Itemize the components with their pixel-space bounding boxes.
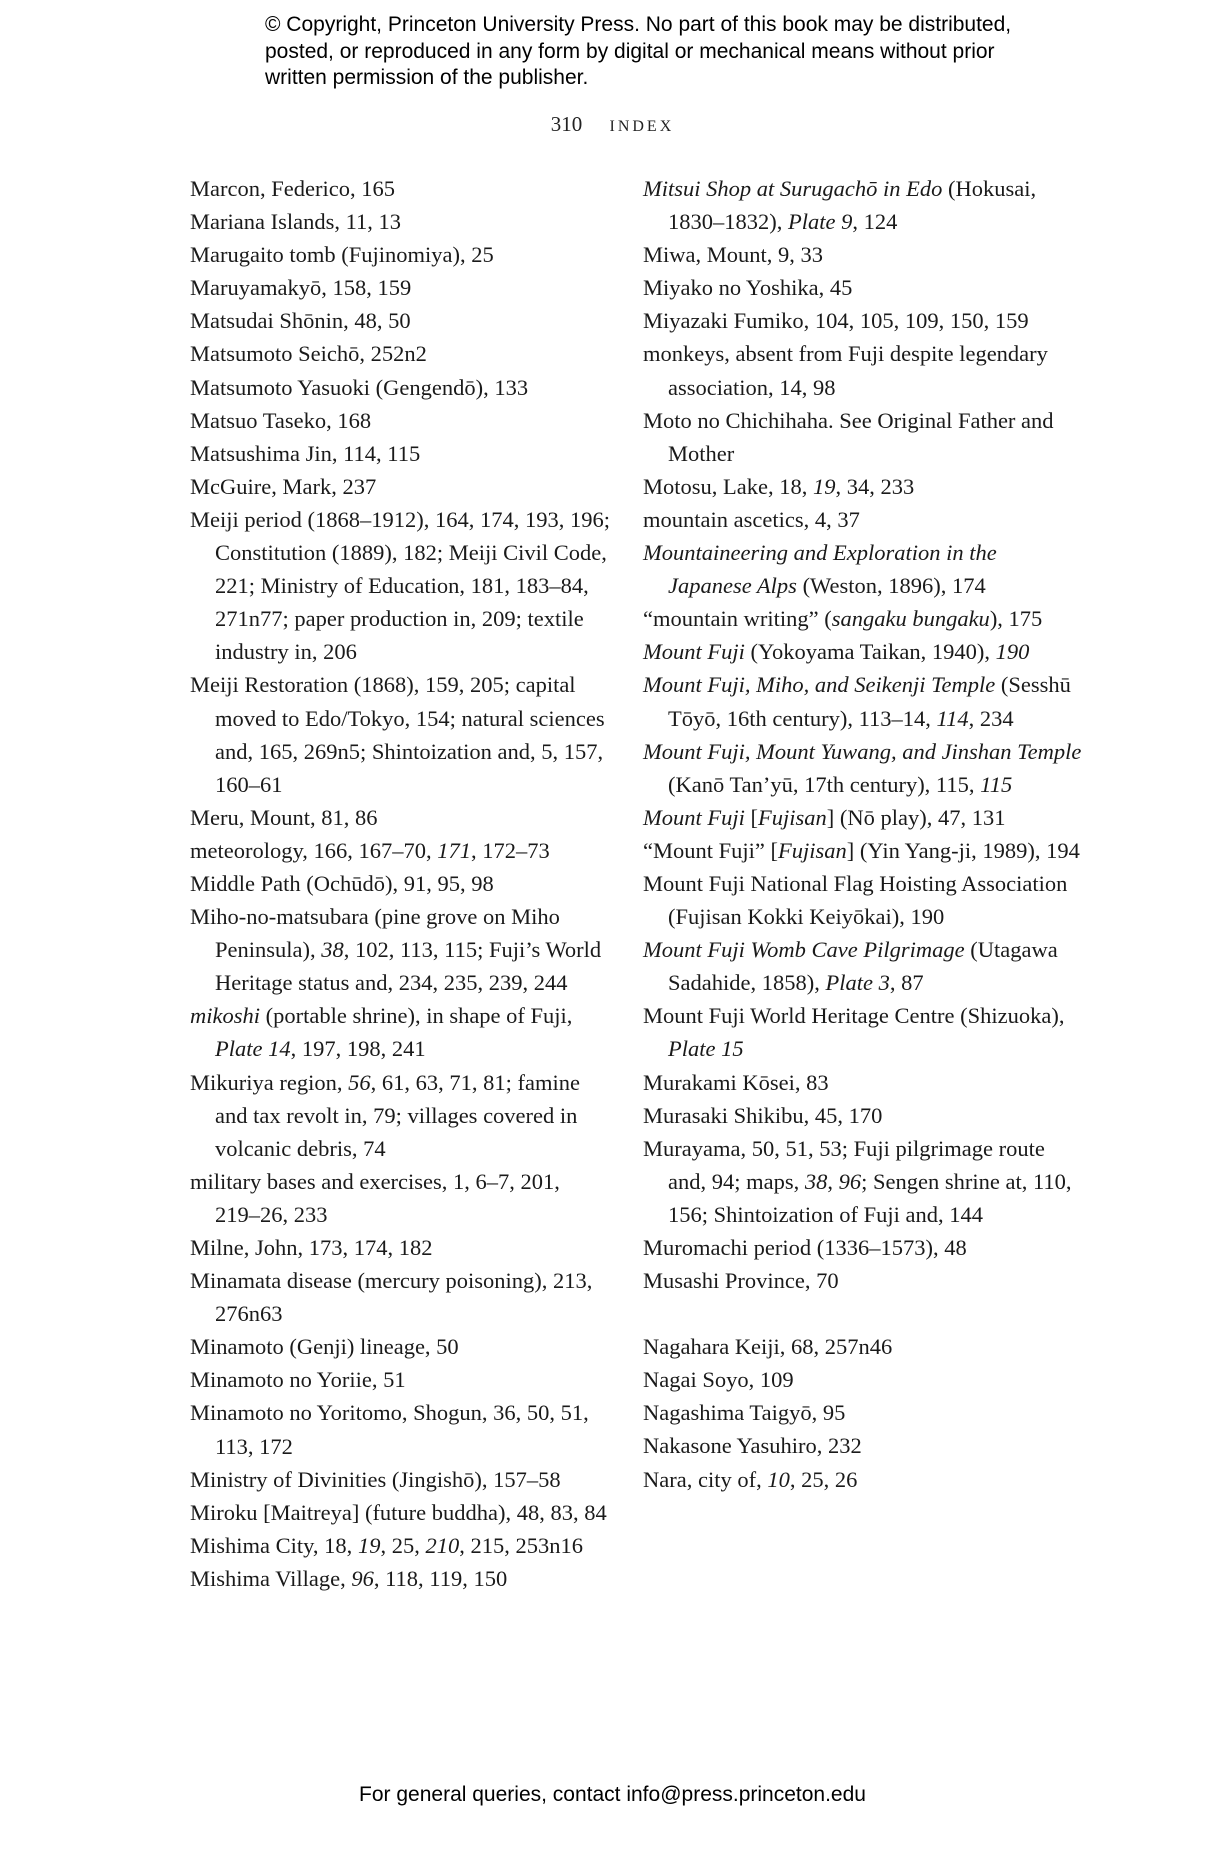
index-entry-text: Marcon, Federico, 165	[190, 176, 395, 201]
index-entry	[643, 801, 1083, 834]
copyright-notice: © Copyright, Princeton University Press. No part of this book may be distributed, posted, or reproduced in any form by digital or mechanical means without prior written permission of the publisher.	[265, 13, 1012, 89]
index-entry	[190, 337, 610, 370]
index-entry-text: Minamata disease (mercury poisoning), 213, 276n63	[190, 1268, 593, 1327]
index-entry	[190, 1165, 610, 1231]
index-entry-italic: 38	[804, 1168, 828, 1194]
index-entry	[190, 404, 610, 437]
index-entry-italic: Mount Fuji	[643, 804, 745, 830]
index-entry-text: , 234	[968, 705, 1014, 731]
index-entry-text: , 25, 26	[789, 1466, 858, 1492]
index-entry-text: Miroku [Maitreya] (future buddha), 48, 83, 84	[190, 1499, 607, 1525]
index-entry	[643, 271, 1083, 304]
index-entry-text: , 34, 233	[835, 473, 915, 499]
index-entry-text: Mishima Village,	[190, 1565, 352, 1591]
index-entry-text: Meru, Mount, 81, 86	[190, 804, 378, 830]
index-entry-text: Maruyamakyō, 158, 159	[190, 275, 412, 301]
index-entry-text: Musashi Province, 70	[643, 1268, 839, 1294]
index-entry-text: Marugaito tomb (Fujinomiya), 25	[190, 242, 494, 268]
index-entry	[190, 1066, 610, 1165]
index-entry	[190, 1231, 610, 1264]
index-entry-text: “mountain writing” (	[643, 606, 832, 632]
index-entry	[190, 1264, 610, 1330]
index-entry-text: (portable shrine), in shape of Fuji,	[260, 1003, 573, 1029]
index-entry	[643, 602, 1083, 635]
index-entry-text: Ministry of Divinities (Jingishō), 157–58	[190, 1466, 561, 1492]
index-entry-italic: Mount Fuji, Miho, and Seikenji Temple	[643, 672, 996, 698]
index-entry	[190, 205, 610, 238]
index-entry-text: Muromachi period (1336–1573), 48	[643, 1235, 967, 1260]
index-entry-italic: 19	[812, 473, 836, 499]
index-entry-text: ] (Yin Yang-ji, 1989), 194	[846, 837, 1080, 863]
index-entry	[190, 271, 610, 304]
index-entry	[643, 1396, 1083, 1429]
index-entry-text: military bases and exercises, 1, 6–7, 201, 219–26, 233	[190, 1168, 560, 1227]
index-entry	[190, 1363, 610, 1396]
index-entry-text: (Hokusai, 1830–1832),	[668, 176, 1037, 235]
index-entry-italic: 190	[995, 639, 1030, 665]
index-entry	[643, 933, 1083, 999]
index-entry-text: Matsumoto Seichō, 252n2	[190, 341, 427, 367]
index-entry-text: Miwa, Mount, 9, 33	[643, 242, 823, 268]
index-entry-text: , 25,	[380, 1532, 426, 1558]
index-entry	[643, 1429, 1083, 1462]
index-entry-text: (Weston, 1896), 174	[796, 573, 986, 599]
index-entry-text: Mikuriya region,	[190, 1069, 349, 1095]
index-entry-text: Matsumoto Yasuoki (Gengendō), 133	[190, 374, 529, 400]
index-entry	[643, 668, 1083, 734]
index-entry-italic: Plate 3	[825, 970, 890, 996]
index-entry-text: Nagashima Taigyō, 95	[643, 1400, 846, 1426]
index-entry-text: Mishima City, 18,	[190, 1532, 358, 1558]
index-entry-text: meteorology, 166, 167–70,	[190, 837, 438, 863]
index-entry	[190, 1562, 610, 1595]
index-entry-italic: Plate 14	[215, 1036, 291, 1062]
index-entry-italic: Plate 9	[788, 209, 853, 235]
index-entry	[190, 172, 610, 205]
index-entry-text: Mount Fuji National Flag Hoisting Association (Fujisan Kokki Keiyōkai), 190	[643, 870, 1068, 930]
index-entry-text: Minamoto (Genji) lineage, 50	[190, 1334, 459, 1360]
index-entry-text: “Mount Fuji” [	[643, 837, 778, 863]
index-entry	[643, 404, 1083, 470]
index-entry	[190, 371, 610, 404]
index-entry-text: Matsushima Jin, 114, 115	[190, 440, 421, 466]
index-entry-italic: 114	[936, 705, 969, 731]
index-entry-text: (Utagawa Sadahide, 1858),	[668, 937, 1058, 996]
index-entry	[643, 834, 1083, 867]
index-entry-text: Nakasone Yasuhiro, 232	[643, 1433, 862, 1459]
index-entry	[190, 238, 610, 271]
index-entry-text: ,	[827, 1168, 839, 1194]
index-entry	[190, 1330, 610, 1363]
index-entry-text: , 61, 63, 71, 81; famine and tax revolt in, 79; villages covered in volcanic debris, 74	[215, 1069, 580, 1161]
index-entry	[190, 999, 610, 1065]
index-entry-italic: 56	[348, 1069, 371, 1095]
index-entry-text: Moto no Chichihaha. See Original Father and Mother	[643, 407, 1054, 466]
index-entry-italic: Fujisan	[778, 837, 847, 863]
index-entry-italic: mikoshi	[190, 1003, 260, 1029]
index-entry-text: Nagahara Keiji, 68, 257n46	[643, 1334, 893, 1360]
index-entry-text: (Kanō Tan’yū, 17th century), 115,	[668, 771, 981, 797]
index-entry	[643, 1463, 1083, 1496]
index-entry	[190, 900, 610, 999]
index-entry-italic: Fujisan	[758, 804, 827, 830]
index-entry	[643, 536, 1083, 602]
index-entry-italic: 19	[357, 1532, 381, 1558]
index-entry-text: ; Sengen shrine at, 110, 156; Shintoization of Fuji and, 144	[668, 1168, 1072, 1227]
index-entry	[190, 470, 610, 503]
index-entry-italic: Mount Fuji, Mount Yuwang, and Jinshan Temple	[643, 738, 1082, 764]
index-entry	[190, 834, 610, 867]
index-entry	[190, 1529, 610, 1562]
index-entry-italic: 210	[425, 1532, 460, 1558]
index-entry	[643, 470, 1083, 503]
index-entry-text: Murakami Kōsei, 83	[643, 1069, 829, 1095]
index-entry	[643, 238, 1083, 271]
index-entry-text: ), 175	[989, 606, 1043, 632]
index-entry-text: Miyazaki Fumiko, 104, 105, 109, 150, 159	[643, 308, 1029, 334]
index-entry-text: Murayama, 50, 51, 53; Fuji pilgrimage route and, 94; maps,	[643, 1135, 1045, 1194]
running-head	[0, 112, 1225, 137]
index-entry	[643, 1264, 1083, 1297]
index-entry	[190, 1396, 610, 1462]
index-entry-text: Motosu, Lake, 18,	[643, 473, 813, 499]
index-entry-text: (Yokoyama Taikan, 1940),	[744, 639, 996, 665]
index-entry	[643, 1066, 1083, 1099]
index-entry-text: Mariana Islands, 11, 13	[190, 209, 401, 235]
index-entry	[643, 1231, 1083, 1264]
index-entry-italic: 38	[321, 937, 344, 963]
index-entry-text: Matsuo Taseko, 168	[190, 407, 372, 433]
index-entry-italic: 171	[437, 837, 472, 863]
index-entry-italic: 96	[351, 1565, 374, 1591]
index-entry	[190, 503, 610, 668]
index-entry-text: Middle Path (Ochūdō), 91, 95, 98	[190, 870, 494, 896]
index-entry	[643, 735, 1083, 801]
index-column-left	[190, 172, 610, 1595]
index-entry	[190, 304, 610, 337]
index-entry-text: Miho-no-matsubara (pine grove on Miho Peninsula),	[190, 904, 560, 963]
index-entry-text: [	[744, 804, 758, 830]
index-entry-italic: Mitsui Shop at Surugachō in Edo	[643, 176, 943, 201]
index-entry-italic: 10	[767, 1466, 790, 1492]
index-entry-text: , 87	[889, 970, 924, 996]
index-entry-italic: Plate 15	[668, 1036, 744, 1062]
index-entry-text: McGuire, Mark, 237	[190, 473, 377, 499]
index-entry	[643, 1099, 1083, 1132]
index-entry-italic: sangaku bungaku	[831, 606, 990, 632]
index-entry	[190, 801, 610, 834]
index-entry-text: Miyako no Yoshika, 45	[643, 275, 853, 301]
index-entry	[643, 337, 1083, 403]
index-column-right	[643, 172, 1083, 1496]
index-entry	[643, 172, 1083, 238]
page-number: 310	[550, 112, 583, 136]
index-entry-text: Nagai Soyo, 109	[643, 1367, 794, 1393]
index-entry-text: , 124	[852, 209, 898, 235]
footer-contact: For general queries, contact info@press.princeton.edu	[359, 1783, 866, 1806]
index-entry	[643, 999, 1083, 1065]
index-entry	[643, 1330, 1083, 1363]
index-entry-text: Milne, John, 173, 174, 182	[190, 1235, 433, 1260]
index-entry-italic: Mount Fuji Womb Cave Pilgrimage	[643, 937, 965, 963]
index-entry-italic: Mount Fuji	[643, 639, 745, 665]
index-entry-text: Nara, city of,	[643, 1466, 768, 1492]
index-entry-text: monkeys, absent from Fuji despite legendary association, 14, 98	[643, 341, 1048, 400]
index-entry	[643, 1132, 1083, 1231]
index-entry	[643, 304, 1083, 337]
index-entry-text: Meiji Restoration (1868), 159, 205; capital moved to Edo/Tokyo, 154; natural sciences and, 165, 269n5; Shintoization and, 5, 157, 160–61	[190, 672, 605, 797]
index-entry-italic: Mountaineering and Exploration in the Japanese Alps	[643, 540, 997, 599]
running-title: INDEX	[609, 118, 675, 135]
index-entry	[190, 668, 610, 800]
index-entry-text: mountain ascetics, 4, 37	[643, 506, 860, 532]
index-entry-text: Mount Fuji World Heritage Centre (Shizuoka),	[643, 1003, 1065, 1029]
index-entry-text: Matsudai Shōnin, 48, 50	[190, 308, 411, 334]
index-entry-italic: 96	[838, 1168, 862, 1194]
index-entry	[643, 867, 1083, 933]
index-entry-text: Minamoto no Yoriie, 51	[190, 1367, 406, 1393]
index-entry-text: , 118, 119, 150	[373, 1565, 508, 1591]
index-entry-text: Meiji period (1868–1912), 164, 174, 193, 196; Constitution (1889), 182; Meiji Civil Code, 221; Ministry of Education, 181, 183–84, 271n77; paper production in, 209; textile industry in, 206	[190, 506, 610, 665]
index-entry-italic: 115	[980, 771, 1013, 797]
index-entry-text: ] (Nō play), 47, 131	[826, 804, 1006, 830]
index-entry	[190, 437, 610, 470]
index-entry	[190, 1463, 610, 1496]
index-entry-text: , 102, 113, 115; Fuji’s World Heritage status and, 234, 235, 239, 244	[215, 937, 602, 996]
index-entry	[643, 1363, 1083, 1396]
index-entry	[190, 1496, 610, 1529]
index-entry-text: , 215, 253n16	[459, 1532, 583, 1558]
index-entry-text: , 172–73	[471, 837, 550, 863]
index-entry-text: (Sesshū Tōyō, 16th century), 113–14,	[668, 672, 1071, 731]
index-entry-text: Minamoto no Yoritomo, Shogun, 36, 50, 51, 113, 172	[190, 1400, 589, 1459]
index-entry-text: Murasaki Shikibu, 45, 170	[643, 1102, 883, 1128]
index-entry	[643, 635, 1083, 668]
index-entry	[190, 867, 610, 900]
index-entry	[643, 503, 1083, 536]
index-entry-text: , 197, 198, 241	[290, 1036, 426, 1062]
